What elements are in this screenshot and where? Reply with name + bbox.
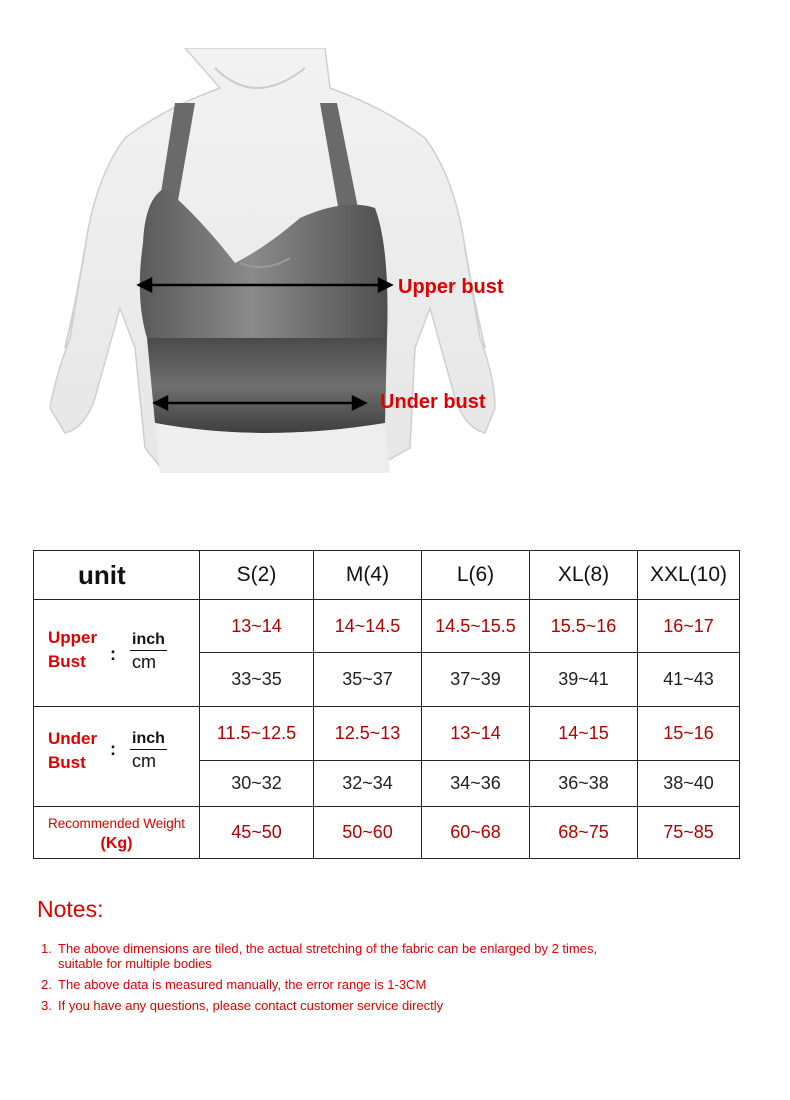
table-cell: 38~40 xyxy=(638,761,740,807)
table-row xyxy=(34,707,740,761)
weight-unit: (Kg) xyxy=(100,834,133,852)
unit-cm: cm xyxy=(132,652,156,672)
table-cell: 30~32 xyxy=(200,761,314,807)
table-cell: 13~14 xyxy=(200,600,314,653)
table-cell: 75~85 xyxy=(638,807,740,859)
unit-fraction xyxy=(130,729,167,772)
unit-colon: : xyxy=(110,644,116,664)
table-row xyxy=(34,807,740,859)
unit-header: unit xyxy=(34,551,200,600)
table-cell: 35~37 xyxy=(314,653,422,707)
row-label-name: Under Bust xyxy=(48,729,98,772)
note-item: 1. The above dimensions are tiled, the actual stretching of the fabric can be enlarged by 2 times, suitable for multiple bodies xyxy=(41,941,598,971)
table-cell: 13~14 xyxy=(422,707,530,761)
size-header: L(6) xyxy=(422,551,530,600)
table-cell: 37~39 xyxy=(422,653,530,707)
weight-label: Recommended Weight xyxy=(47,815,186,831)
unit-cm: cm xyxy=(132,751,156,771)
note-item: 2. The above data is measured manually, the error range is 1-3CM xyxy=(41,977,427,992)
table-cell: 14~14.5 xyxy=(314,600,422,653)
weight-row-label xyxy=(34,807,200,859)
table-cell: 45~50 xyxy=(200,807,314,859)
table-row xyxy=(34,600,740,653)
unit-fraction xyxy=(130,630,167,673)
table-cell: 15~16 xyxy=(638,707,740,761)
table-cell: 14.5~15.5 xyxy=(422,600,530,653)
table-cell: 11.5~12.5 xyxy=(200,707,314,761)
table-header-row xyxy=(34,551,740,600)
under-bust-row-label xyxy=(34,707,200,807)
table-cell: 39~41 xyxy=(530,653,638,707)
size-header: M(4) xyxy=(314,551,422,600)
table-cell: 33~35 xyxy=(200,653,314,707)
upper-bust-row-label xyxy=(34,600,200,707)
unit-inch: inch xyxy=(130,729,167,750)
notes-title: Notes: xyxy=(37,896,104,922)
table-cell: 68~75 xyxy=(530,807,638,859)
notes-list xyxy=(41,941,597,1019)
table-cell: 15.5~16 xyxy=(530,600,638,653)
table-cell: 32~34 xyxy=(314,761,422,807)
table-cell: 12.5~13 xyxy=(314,707,422,761)
unit-colon: : xyxy=(110,739,116,759)
table-cell: 36~38 xyxy=(530,761,638,807)
size-header: S(2) xyxy=(200,551,314,600)
bra-band xyxy=(147,338,387,433)
size-header: XL(8) xyxy=(530,551,638,600)
table-cell: 16~17 xyxy=(638,600,740,653)
table-cell: 34~36 xyxy=(422,761,530,807)
table-cell: 14~15 xyxy=(530,707,638,761)
under-bust-label: Under bust xyxy=(380,391,486,413)
table-cell: 41~43 xyxy=(638,653,740,707)
upper-bust-label: Upper bust xyxy=(398,276,504,298)
size-chart-table xyxy=(33,550,740,859)
table-cell: 50~60 xyxy=(314,807,422,859)
size-header: XXL(10) xyxy=(638,551,740,600)
row-label-name: Upper Bust xyxy=(48,628,98,671)
note-item: 3. If you have any questions, please contact customer service directly xyxy=(41,998,444,1013)
unit-inch: inch xyxy=(130,630,167,651)
table-cell: 60~68 xyxy=(422,807,530,859)
